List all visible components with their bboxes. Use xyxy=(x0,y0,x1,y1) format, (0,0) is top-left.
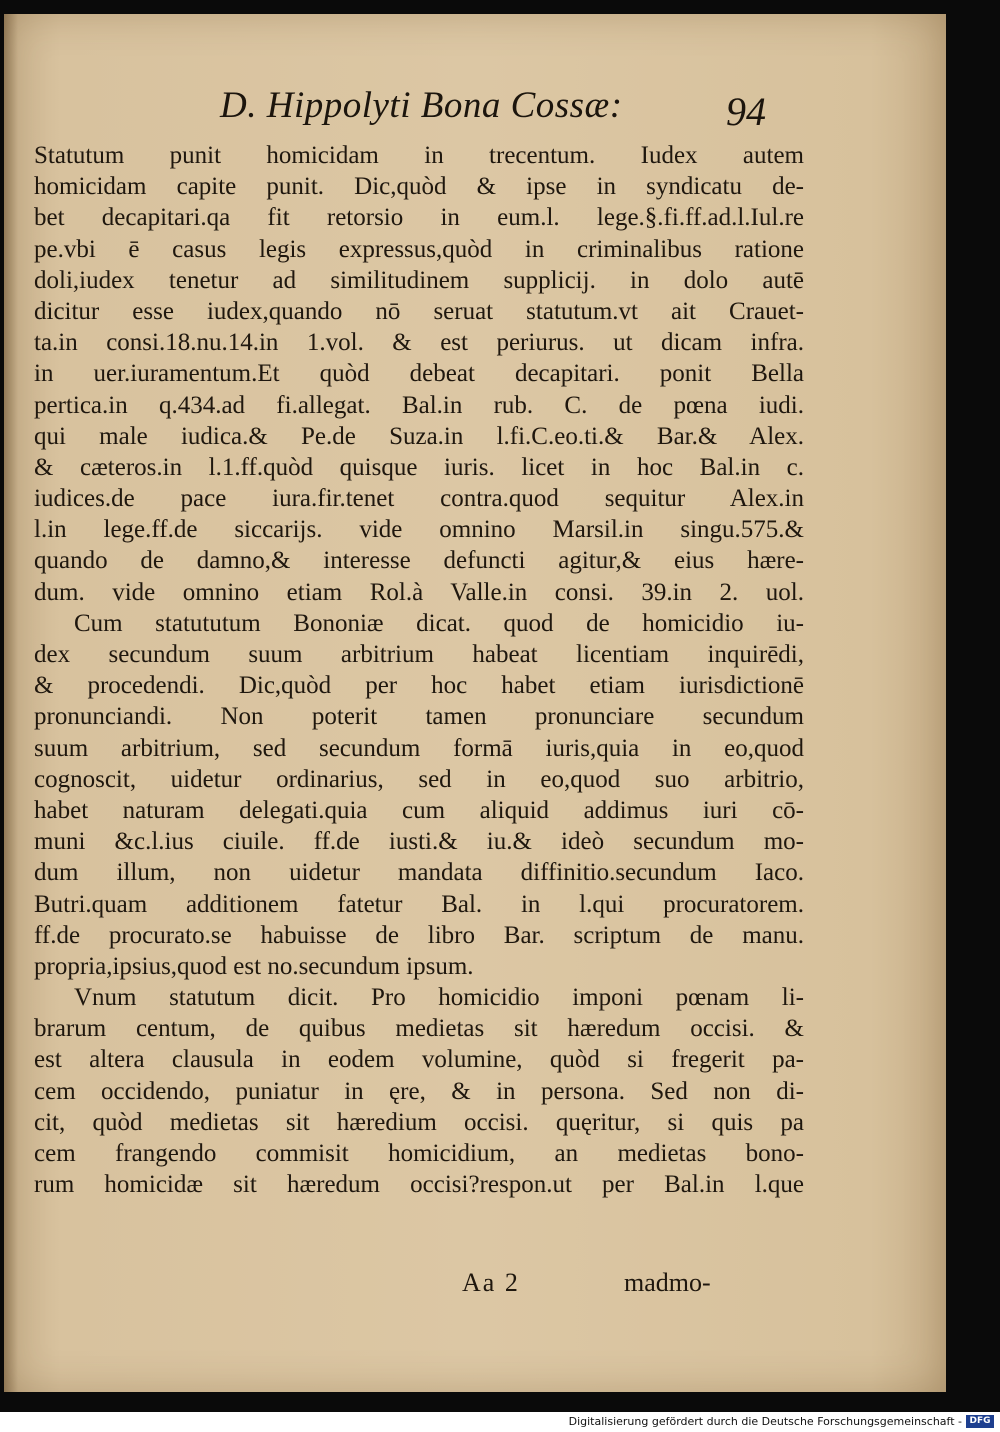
dfg-logo: DFG xyxy=(966,1415,994,1428)
text-line: qui male iudica.& Pe.de Suza.in l.fi.C.eo.ti.& Bar.& Alex. xyxy=(34,422,804,450)
signature-mark: Aa 2 xyxy=(462,1268,520,1297)
text-line: Butri.quam additionem fatetur Bal. in l.qui procuratorem. xyxy=(34,890,804,918)
text-line: Statutum punit homicidam in trecentum. Iudex autem xyxy=(34,142,804,169)
body-text xyxy=(34,140,804,1200)
running-head: D. Hippolyti Bona Cossæ: xyxy=(220,85,623,126)
text-line: ta.in consi.18.nu.14.in 1.vol. & est periurus. ut dicam infra. xyxy=(34,329,804,357)
text-line: cem frangendo commisit homicidium, an medietas bono- xyxy=(34,1140,804,1167)
paragraph-last-line: propria,ipsius,quod est no.secundum ipsum. xyxy=(34,952,474,980)
text-line: habet naturam delegati.quia cum aliquid addimus iuri cō- xyxy=(34,796,804,824)
paragraph-first-line: Cum statututum Bononiæ dicat. quod de homicidio iu- xyxy=(74,609,804,637)
text-line: ff.de procurato.se habuisse de libro Bar. scriptum de manu. xyxy=(34,921,804,949)
text-line: & procedendi. Dic,quòd per hoc habet etiam iurisdictionē xyxy=(34,672,804,700)
text-line: dex secundum suum arbitrium habeat licentiam inquirēdi, xyxy=(34,641,804,668)
text-line: suum arbitrium, sed secundum formā iuris,quia in eo,quod xyxy=(34,734,804,762)
text-line: est altera clausula in eodem volumine, quòd si fregerit pa- xyxy=(34,1046,804,1074)
text-line: iudices.de pace iura.fir.tenet contra.quod sequitur Alex.in xyxy=(34,485,804,513)
text-line: dum illum, non uidetur mandata diffinitio.secundum Iaco. xyxy=(34,859,804,887)
text-line: cem occidendo, puniatur in ęre, & in persona. Sed non di- xyxy=(34,1077,804,1105)
text-line: & cæteros.in l.1.ff.quòd quisque iuris. licet in hoc Bal.in c. xyxy=(34,453,804,481)
text-line: muni &c.l.ius ciuile. ff.de iusti.& iu.& ideò secundum mo- xyxy=(34,828,804,856)
text-line: pe.vbi ē casus legis expressus,quòd in criminalibus ratione xyxy=(34,235,804,263)
catchword: madmo- xyxy=(624,1268,711,1297)
text-line: pertica.in q.434.ad fi.allegat. Bal.in rub. C. de pœna iudi. xyxy=(34,391,804,419)
text-line: quando de damno,& interesse defuncti agitur,& eius hære- xyxy=(34,547,804,575)
footer-strip xyxy=(0,1412,1000,1432)
funding-credit: Digitalisierung gefördert durch die Deutsche Forschungsgemeinschaft - xyxy=(568,1415,962,1428)
text-line: l.in lege.ff.de siccarijs. vide omnino Marsil.in singu.575.& xyxy=(34,516,804,544)
text-line: dum. vide omnino etiam Rol.à Valle.in consi. 39.in 2. uol. xyxy=(34,578,804,606)
text-line: homicidam capite punit. Dic,quòd & ipse in syndicatu de- xyxy=(34,173,804,201)
text-line: cit, quòd medietas sit hæredium occisi. quęritur, si quis pa xyxy=(34,1108,804,1136)
text-line: pronunciandi. Non poterit tamen pronunciare secundum xyxy=(34,703,804,731)
text-line: in uer.iuramentum.Et quòd debeat decapitari. ponit Bella xyxy=(34,360,804,388)
text-line: doli,iudex tenetur ad similitudinem supplicij. in dolo autē xyxy=(34,266,804,294)
text-line: brarum centum, de quibus medietas sit hæredum occisi. & xyxy=(34,1015,804,1043)
text-line: rum homicidæ sit hæredum occisi?respon.ut per Bal.in l.que xyxy=(34,1171,804,1199)
paragraph-first-line: Vnum statutum dicit. Pro homicidio imponi pœnam li- xyxy=(74,984,804,1012)
catchword-line xyxy=(34,1268,774,1302)
text-line: bet decapitari.qa fit retorsio in eum.l. lege.§.fi.ff.ad.l.Iul.re xyxy=(34,204,804,232)
page-number: 94 xyxy=(726,89,766,134)
book-page xyxy=(4,14,946,1392)
text-line: dicitur esse iudex,quando nō seruat statutum.vt ait Crauet- xyxy=(34,297,804,325)
text-line: cognoscit, uidetur ordinarius, sed in eo,quod suo arbitrio, xyxy=(34,765,804,793)
